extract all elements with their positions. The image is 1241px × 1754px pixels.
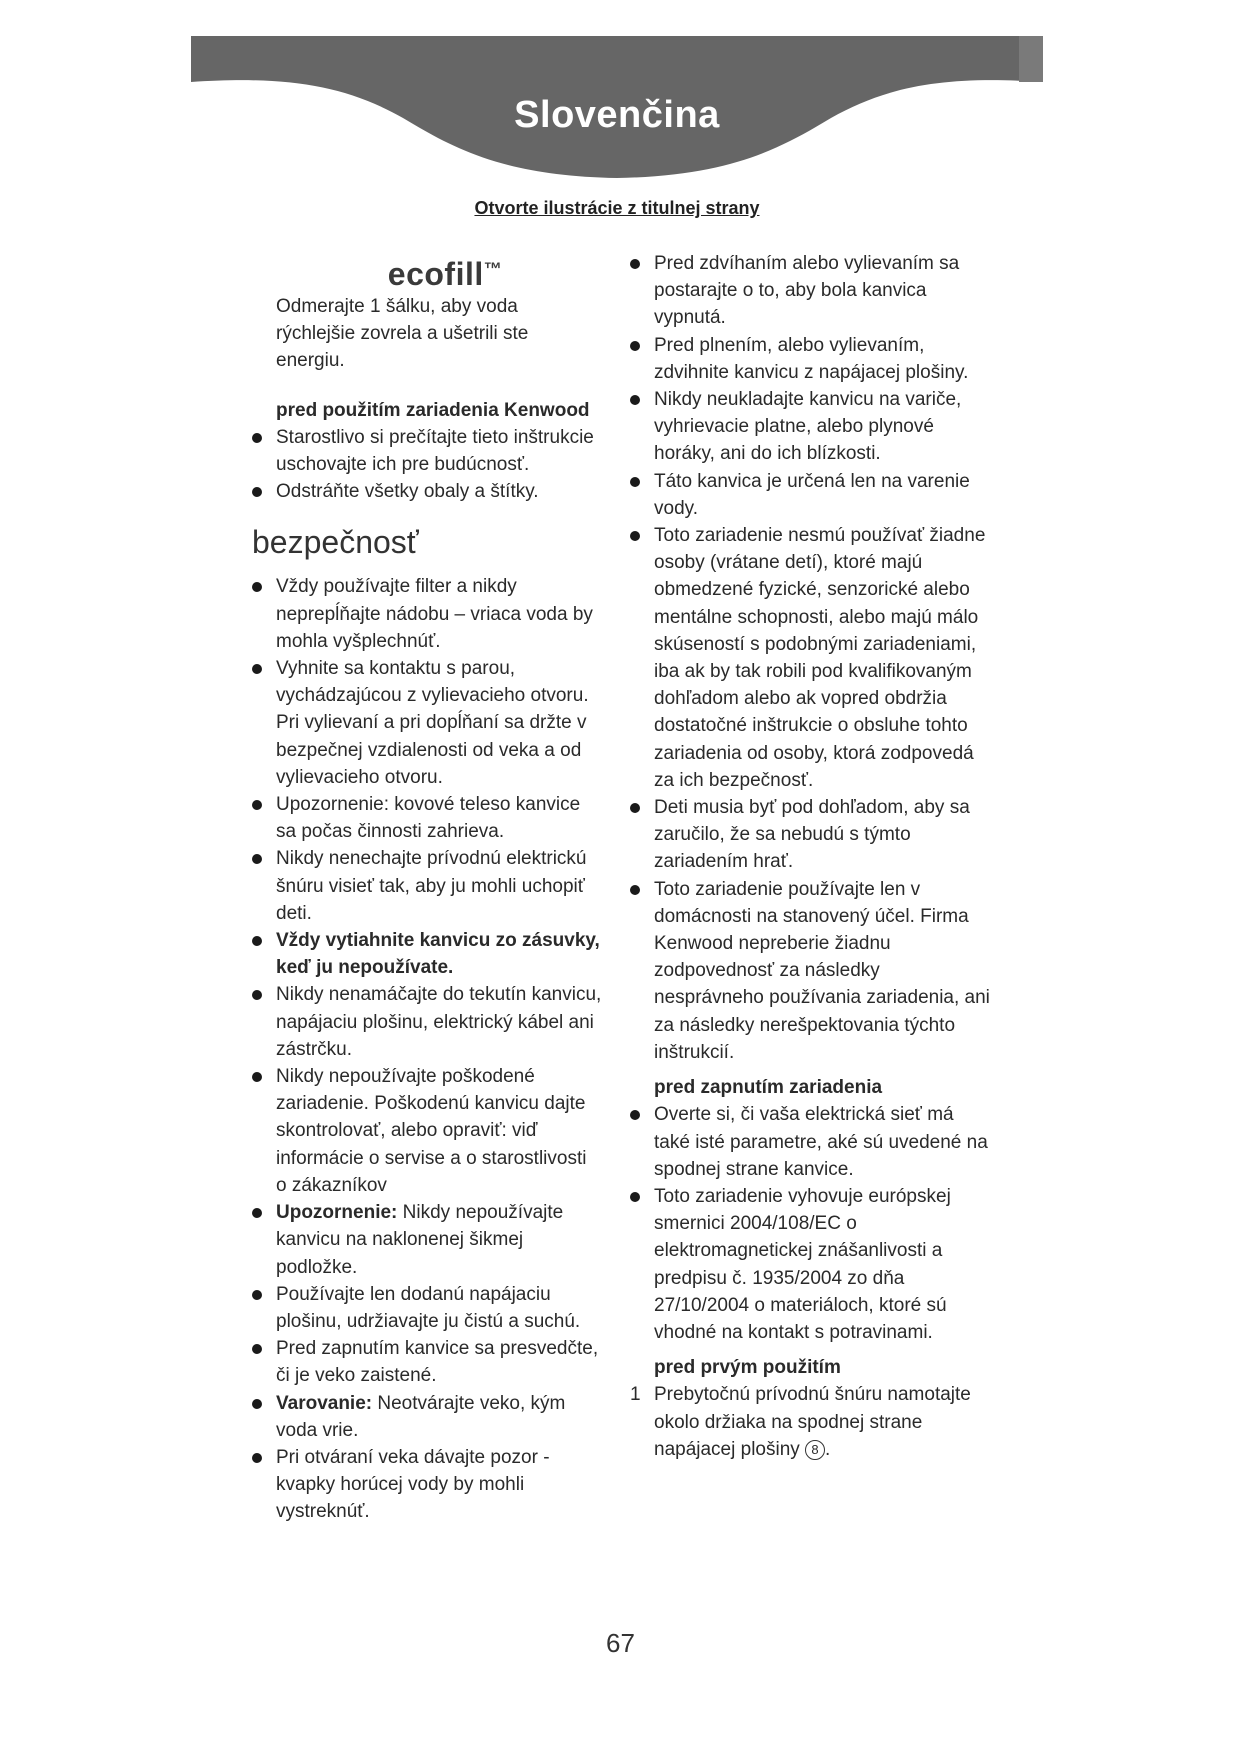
safety-heading: bezpečnosť xyxy=(252,524,419,561)
list-item: Starostlivo si prečítajte tieto inštrukcie uschovajte ich pre budúcnosť. xyxy=(252,424,602,478)
bullet-icon xyxy=(252,854,262,864)
list-item: Vždy vytiahnite kanvicu zo zásuvky, keď ju nepoužívate. xyxy=(252,927,602,981)
list-item: Pred zdvíhaním alebo vylievaním sa postarajte o to, aby bola kanvica vypnutá. xyxy=(630,250,990,332)
bullet-icon xyxy=(252,1290,262,1300)
before-use-list xyxy=(252,424,602,506)
list-item: Vždy používajte filter a nikdy neprepĺňajte nádobu – vriaca voda by mohla vyšplechnúť. xyxy=(252,573,602,655)
bullet-icon xyxy=(252,487,262,497)
bullet-icon xyxy=(630,1110,640,1120)
list-item: Toto zariadenie používajte len v domácnosti na stanovený účel. Firma Kenwood nepreberie žiadnu zodpovednosť za následky nesprávneho používania zariadenia, ani za následky nerešpektovania týchto inštrukcií. xyxy=(630,876,990,1066)
before-switch-on-list xyxy=(630,1101,990,1346)
list-item: Pri otváraní veka dávajte pozor - kvapky horúcej vody by mohli vystreknúť. xyxy=(252,1444,602,1526)
list-item: Overte si, či vaša elektrická sieť má také isté parametre, aké sú uvedené na spodnej strane kanvice. xyxy=(630,1101,990,1183)
list-item: Nikdy nepoužívajte poškodené zariadenie. Poškodenú kanvicu dajte skontrolovať, alebo opraviť: viď informácie o servise a o starostlivosti o zákazníkov xyxy=(252,1063,602,1199)
list-item: Varovanie: Neotvárajte veko, kým voda vrie. xyxy=(252,1390,602,1444)
list-item: Upozornenie: kovové teleso kanvice sa počas činnosti zahrieva. xyxy=(252,791,602,845)
logo-text: ecofill xyxy=(387,256,484,292)
step-text: Prebytočnú prívodnú šnúru namotajte okolo držiaka na spodnej strane napájacej plošiny xyxy=(654,1384,971,1460)
bullet-icon xyxy=(252,1072,262,1082)
intro-text: Odmerajte 1 šálku, aby voda rýchlejšie zovrela a ušetrili ste energiu. xyxy=(276,296,529,372)
safety-list xyxy=(252,573,602,1525)
left-column xyxy=(252,250,602,1526)
bullet-icon xyxy=(252,582,262,592)
header-banner xyxy=(191,36,1043,196)
page-number: 67 xyxy=(606,1628,635,1658)
safety-list-continued xyxy=(630,250,990,1066)
bullet-icon xyxy=(630,531,640,541)
list-item: Pred plnením, alebo vylievaním, zdvihnite kanvicu z napájacej plošiny. xyxy=(630,332,990,386)
bullet-icon xyxy=(252,990,262,1000)
trademark-mark: ™ xyxy=(483,259,503,279)
before-use-heading: pred použitím zariadenia Kenwood xyxy=(276,399,590,421)
list-item: Používajte len dodanú napájaciu plošinu, udržiavajte ju čistú a suchú. xyxy=(252,1281,602,1335)
before-switch-on-heading: pred zapnutím zariadenia xyxy=(654,1077,883,1099)
ecofill-logo xyxy=(270,250,620,293)
list-item: Odstráňte všetky obaly a štítky. xyxy=(252,478,602,505)
bullet-icon xyxy=(630,803,640,813)
page-title: Slovenčina xyxy=(514,94,720,136)
list-item: Pred zapnutím kanvice sa presvedčte, či je veko zaistené. xyxy=(252,1335,602,1389)
bullet-icon xyxy=(630,477,640,487)
list-item: Nikdy neukladajte kanvicu na variče, vyhrievacie platne, alebo plynové horáky, ani do ich blízkosti. xyxy=(630,386,990,468)
list-item: Toto zariadenie vyhovuje európskej smernici 2004/108/EC o elektromagnetickej znášanlivosti a predpisu č. 1935/2004 zo dňa 27/10/2004 o materiáloch, ktoré sú vhodné na kontakt s potravinami. xyxy=(630,1183,990,1346)
list-item: Táto kanvica je určená len na varenie vody. xyxy=(630,468,990,522)
first-use-heading: pred prvým použitím xyxy=(654,1357,841,1379)
right-column xyxy=(630,250,990,1463)
numbered-step: 1 Prebytočnú prívodnú šnúru namotajte okolo držiaka na spodnej strane napájacej plošiny 8 . xyxy=(630,1381,990,1463)
list-item: Vyhnite sa kontaktu s parou, vychádzajúcou z vylievacieho otvoru. Pri vylievaní a pri dopĺňaní sa držte v bezpečnej vzdialenosti od veka a od vylievacieho otvoru. xyxy=(252,655,602,791)
bullet-icon xyxy=(630,341,640,351)
bullet-icon xyxy=(252,800,262,810)
bullet-icon xyxy=(252,1344,262,1354)
bullet-icon xyxy=(630,395,640,405)
list-item: Nikdy nenamáčajte do tekutín kanvicu, napájaciu plošinu, elektrický kábel ani zástrčku. xyxy=(252,981,602,1063)
bullet-icon xyxy=(252,1453,262,1463)
illustration-reference: Otvorte ilustrácie z titulnej strany xyxy=(474,198,760,218)
bullet-icon xyxy=(252,433,262,443)
bullet-icon xyxy=(630,1192,640,1202)
list-item: Upozornenie: Nikdy nepoužívajte kanvicu na naklonenej šikmej podložke. xyxy=(252,1199,602,1281)
step-number: 1 xyxy=(630,1384,641,1406)
bullet-icon xyxy=(252,1208,262,1218)
bullet-icon xyxy=(252,1399,262,1409)
bullet-icon xyxy=(252,664,262,674)
list-item: Nikdy nenechajte prívodnú elektrickú šnúru visieť tak, aby ju mohli uchopiť deti. xyxy=(252,845,602,927)
figure-reference-icon: 8 xyxy=(805,1440,825,1460)
bullet-icon xyxy=(630,259,640,269)
bullet-icon xyxy=(252,936,262,946)
bullet-icon xyxy=(630,885,640,895)
list-item: Toto zariadenie nesmú používať žiadne osoby (vrátane detí), ktoré majú obmedzené fyzické, senzorické alebo mentálne schopnosti, alebo majú málo skúseností s podobnými zariadeniami, iba ak by tak robili pod kvalifikovaným dohľadom alebo ak vopred obdržia dostatočné inštrukcie o obsluhe tohto zariadenia od osoby, ktorá zodpovedá za ich bezpečnosť. xyxy=(630,522,990,794)
list-item: Deti musia byť pod dohľadom, aby sa zaručilo, že sa nebudú s týmto zariadením hrať. xyxy=(630,794,990,876)
